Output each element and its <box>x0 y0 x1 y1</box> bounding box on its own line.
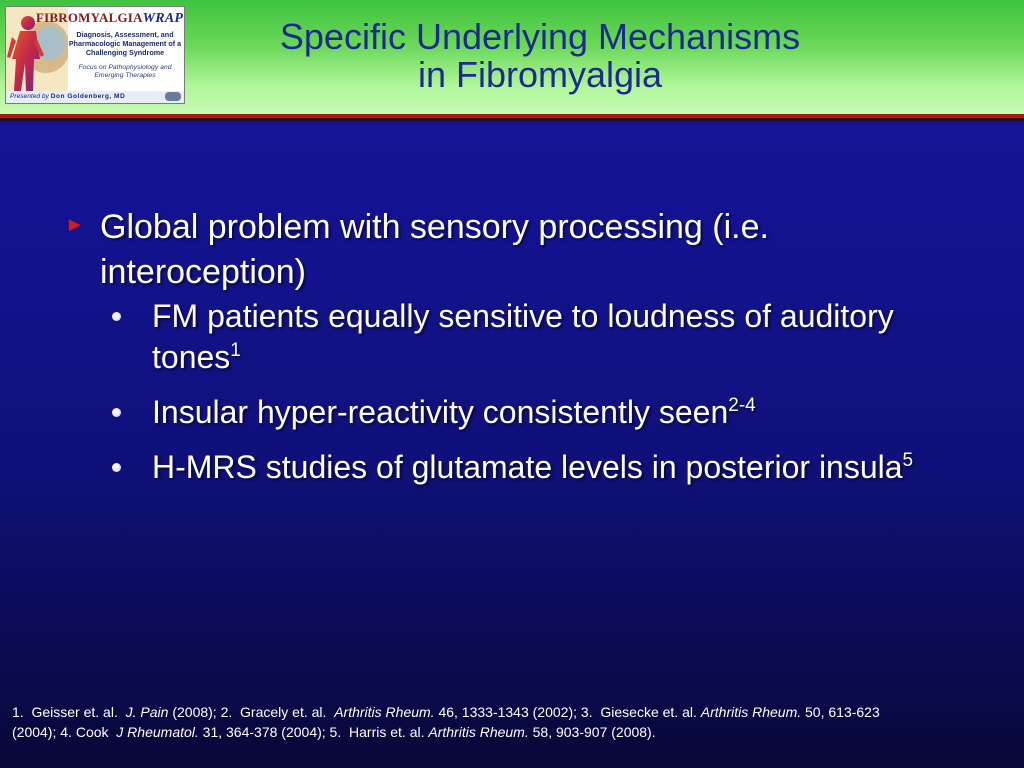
sub-bullet-text: Insular hyper-reactivity consistently seen$^{2-4}$ <box>152 394 756 430</box>
sub-bullet-text: FM patients equally sensitive to loudness of auditory tones$^1$ <box>152 298 894 375</box>
round-bullet-icon <box>112 463 121 472</box>
round-bullet-icon <box>112 312 121 321</box>
logo-description: Diagnosis, Assessment, and Pharmacologic Management of a Challenging Syndrome <box>68 30 182 57</box>
slide-title <box>250 18 830 94</box>
references-footnote: 1. Geisser et. al. J. Pain (2008); 2. Gracely et. al. Arthritis Rheum. 46, 1333-1343 (2002); 3. Giesecke et. al. Arthritis Rheum. 50, 613-623 (2004); 4. Cook J Rheumatol. 31, 364-378 (2004); 5. Harris et. al. Arthritis Rheum. 58, 903-907 (2008). <box>12 704 880 740</box>
citation-superscript: 1 <box>230 340 241 361</box>
sub-bullet-text: H-MRS studies of glutamate levels in posterior insula$^5$ <box>152 449 914 485</box>
main-bullet-text: Global problem with sensory processing (i.e. interoception) <box>100 208 769 291</box>
citation-superscript: 2-4 <box>728 395 756 416</box>
header-bar <box>0 0 1024 114</box>
slide-content <box>0 121 1024 768</box>
slide-title-line-2: in Fibromyalgia <box>417 54 663 95</box>
fibromyalgia-wrap-logo <box>5 6 185 104</box>
round-bullet-icon <box>112 408 121 417</box>
logo-presented-by: Presented by Don Goldenberg, MD <box>6 91 184 103</box>
citation-superscript: 5 <box>902 450 914 471</box>
logo-badge-icon <box>165 92 181 101</box>
logo-brand: FIBROMYALGIAWRAP <box>36 10 184 26</box>
slide-title-line-1: Specific Underlying Mechanisms <box>279 16 801 57</box>
red-arrow-bullet-icon: ► <box>65 214 85 236</box>
logo-focus: Focus on Pathophysiology and Emerging Therapies <box>78 64 172 79</box>
